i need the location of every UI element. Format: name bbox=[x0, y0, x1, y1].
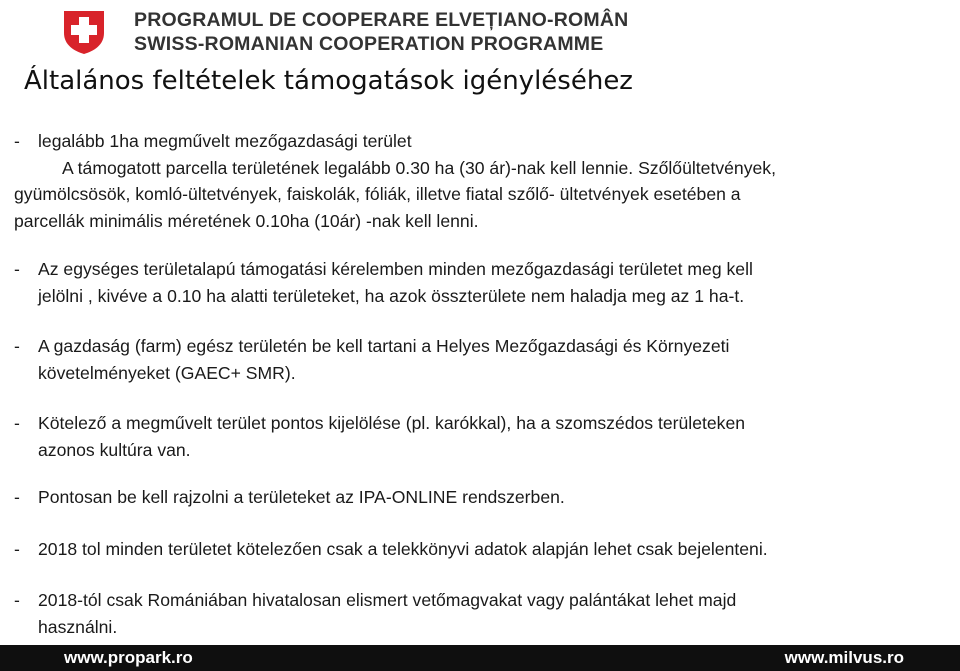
list-item bbox=[14, 128, 946, 234]
list-item-line: 2018-tól csak Romániában hivatalosan elismert vetőmagvakat vagy palántákat lehet majd bbox=[38, 590, 737, 610]
list-item-line: Kötelező a megművelt terület pontos kijelölése (pl. karókkal), ha a szomszédos területeken bbox=[38, 413, 746, 433]
bullet-dash: - bbox=[14, 487, 20, 507]
list-item-line: A gazdaság (farm) egész területén be kell tartani a Helyes Mezőgazdasági és Környezeti bbox=[38, 336, 730, 356]
swiss-cross-logo-icon bbox=[60, 7, 108, 55]
logo-line-romanian: PROGRAMUL DE COOPERARE ELVEȚIANO-ROMÂN bbox=[134, 9, 629, 31]
list-item-line: követelményeket (GAEC+ SMR). bbox=[38, 362, 296, 383]
list-item bbox=[14, 484, 946, 511]
list-item-line: parcellák minimális méretének 0.10ha (10ár) -nak kell lenni. bbox=[14, 210, 479, 231]
list-item-line: Pontosan be kell rajzolni a területeket az IPA-ONLINE rendszerben. bbox=[38, 487, 565, 507]
footer-bar bbox=[0, 645, 960, 671]
bullet-dash: - bbox=[14, 539, 20, 559]
list-item-line: Az egységes területalapú támogatási kérelemben minden mezőgazdasági területet meg kell bbox=[38, 259, 753, 279]
bullet-dash: - bbox=[14, 413, 20, 433]
bullet-dash: - bbox=[14, 131, 20, 151]
footer-link-milvus[interactable]: www.milvus.ro bbox=[784, 648, 904, 667]
bullet-dash: - bbox=[14, 336, 20, 356]
list-item bbox=[14, 536, 946, 563]
list-item-line: legalább 1ha megművelt mezőgazdasági terület bbox=[38, 131, 412, 151]
list-item-line: jelölni , kivéve a 0.10 ha alatti területeket, ha azok összterülete nem haladja meg az 1 ha-t. bbox=[38, 285, 745, 306]
list-item-line: gyümölcsösök, komló-ültetvények, faiskolák, fóliák, illetve fiatal szőlő- ültetvények esetében a bbox=[14, 184, 741, 204]
bullet-dash: - bbox=[14, 590, 20, 610]
programme-logo-text bbox=[134, 8, 628, 56]
list-item bbox=[14, 587, 946, 640]
list-item-line: használni. bbox=[38, 616, 118, 637]
list-item-line: A támogatott parcella területének legalább 0.30 ha (30 ár)-nak kell lennie. Szőlőültetvények, bbox=[62, 157, 776, 178]
footer-link-propark[interactable]: www.propark.ro bbox=[64, 648, 193, 667]
page-title: Általános feltételek támogatások igényléséhez bbox=[24, 66, 633, 96]
logo-line-english: SWISS-ROMANIAN COOPERATION PROGRAMME bbox=[134, 33, 604, 55]
list-item-line: 2018 tol minden területet kötelezően csak a telekkönyvi adatok alapján lehet csak bejelenteni. bbox=[38, 539, 768, 559]
list-item bbox=[14, 256, 946, 309]
list-item-line: azonos kultúra van. bbox=[38, 439, 191, 460]
list-item bbox=[14, 333, 946, 386]
list-item bbox=[14, 410, 946, 463]
bullet-dash: - bbox=[14, 259, 20, 279]
